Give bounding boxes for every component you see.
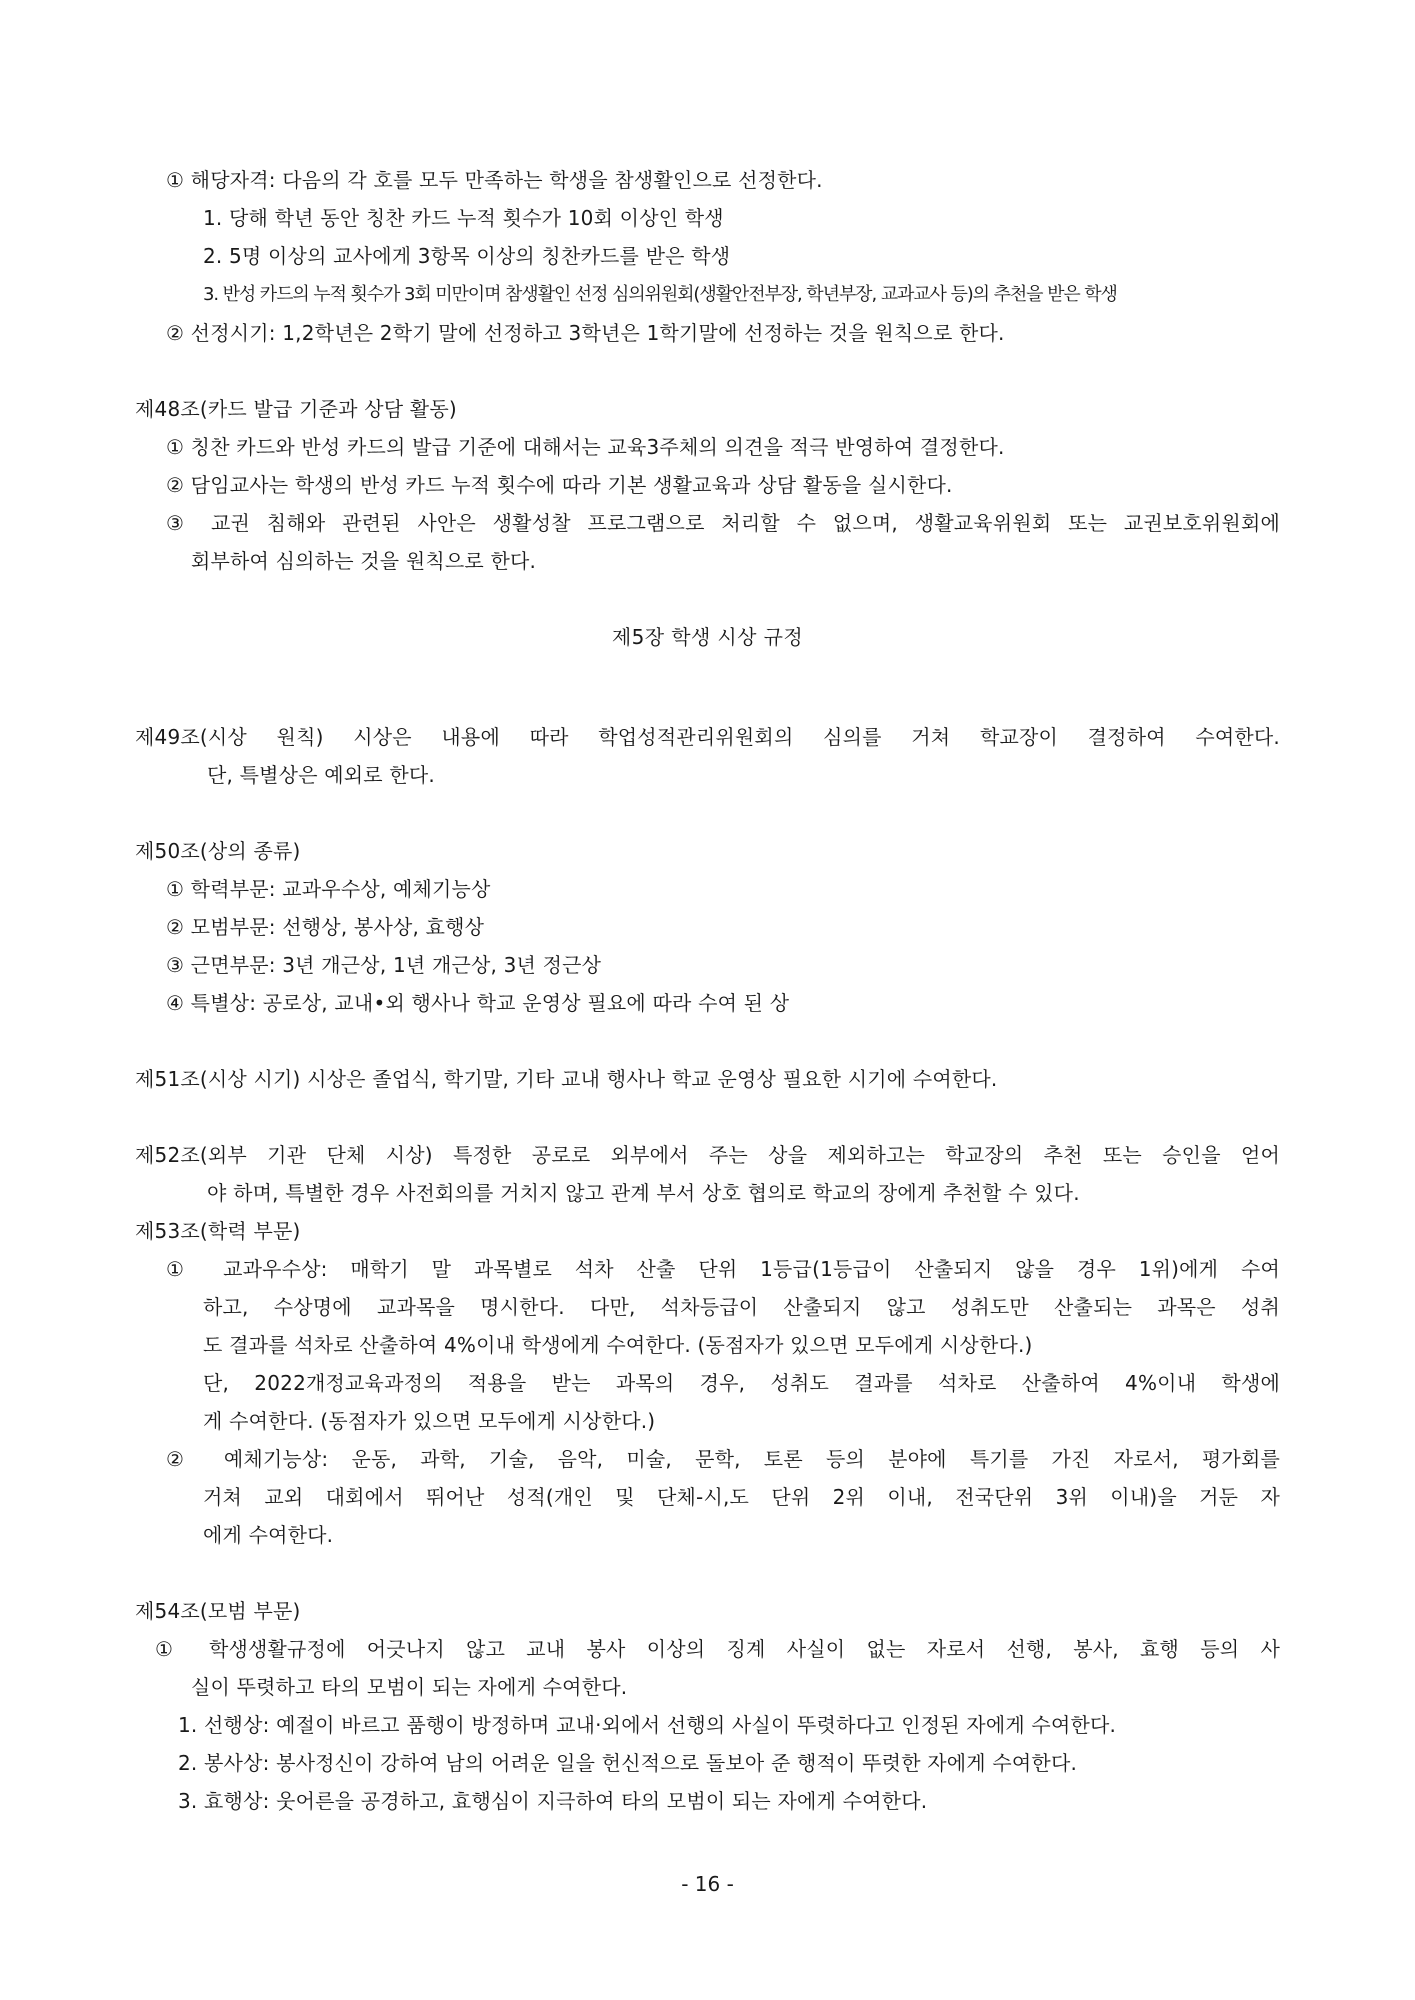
art51-text: 제51조(시상 시기) 시상은 졸업식, 학기말, 기타 교내 행사나 학교 운영상 필요한 시기에 수여한다. (135, 1067, 998, 1091)
art49-text: 제49조(시상 원칙) 시상은 내용에 따라 학업성적관리위원회의 심의를 거쳐 학교장이 결정하여 수여한다. (135, 725, 1280, 749)
page-number: - 16 - (681, 1872, 734, 1896)
art53-item2-cont2: 에게 수여한다. (203, 1523, 334, 1547)
art54-sub1: 1. 선행상: 예절이 바르고 품행이 방정하며 교내·외에서 선행의 사실이 뚜렷하다고 인정된 자에게 수여한다. (178, 1713, 1117, 1737)
chapter-heading: 제5장 학생 시상 규정 (611, 625, 804, 649)
art53-item1-cont4: 게 수여한다. (동점자가 있으면 모두에게 시상한다.) (203, 1409, 656, 1433)
art47-sub3: 3. 반성 카드의 누적 횟수가 3회 미만이며 참생활인 선정 심의위원회(생활안전부장, 학년부장, 교과교사 등)의 추천을 받은 학생 (203, 284, 1117, 305)
art48-item3-cont: 회부하여 심의하는 것을 원칙으로 한다. (191, 549, 537, 573)
art47-item2: ② 선정시기: 1,2학년은 2학기 말에 선정하고 3학년은 1학기말에 선정하는 것을 원칙으로 한다. (166, 321, 1005, 345)
art48-item1: ① 칭찬 카드와 반성 카드의 발급 기준에 대해서는 교육3주체의 의견을 적극 반영하여 결정한다. (166, 435, 1005, 459)
art53-title: 제53조(학력 부문) (135, 1219, 301, 1243)
art54-item1-cont: 실이 뚜렷하고 타의 모범이 되는 자에게 수여한다. (191, 1675, 628, 1699)
art50-item1: ① 학력부문: 교과우수상, 예체기능상 (166, 877, 491, 901)
art53-item1-cont1: 하고, 수상명에 교과목을 명시한다. 다만, 석차등급이 산출되지 않고 성취도만 산출되는 과목은 성취 (203, 1295, 1280, 1319)
art50-title: 제50조(상의 종류) (135, 839, 301, 863)
art54-sub2: 2. 봉사상: 봉사정신이 강하여 남의 어려운 일을 헌신적으로 돌보아 준 행적이 뚜렷한 자에게 수여한다. (178, 1751, 1078, 1775)
art54-item1: ① 학생생활규정에 어긋나지 않고 교내 봉사 이상의 징계 사실이 없는 자로서 선행, 봉사, 효행 등의 사 (155, 1637, 1280, 1661)
art52-text: 제52조(외부 기관 단체 시상) 특정한 공로로 외부에서 주는 상을 제외하고는 학교장의 추천 또는 승인을 얻어 (135, 1143, 1280, 1167)
art53-item2-cont1: 거쳐 교외 대회에서 뛰어난 성적(개인 및 단체-시,도 단위 2위 이내, 전국단위 3위 이내)을 거둔 자 (203, 1485, 1280, 1509)
art50-item3: ③ 근면부문: 3년 개근상, 1년 개근상, 3년 정근상 (166, 953, 602, 977)
art53-item2: ② 예체기능상: 운동, 과학, 기술, 음악, 미술, 문학, 토론 등의 분야에 특기를 가진 자로서, 평가회를 (166, 1447, 1280, 1471)
art50-item4: ④ 특별상: 공로상, 교내•외 행사나 학교 운영상 필요에 따라 수여 된 상 (166, 991, 790, 1015)
art48-item3: ③ 교권 침해와 관련된 사안은 생활성찰 프로그램으로 처리할 수 없으며, 생활교육위원회 또는 교권보호위원회에 (166, 511, 1280, 535)
art50-item2: ② 모범부문: 선행상, 봉사상, 효행상 (166, 915, 485, 939)
art54-sub3: 3. 효행상: 웃어른을 공경하고, 효행심이 지극하여 타의 모범이 되는 자에게 수여한다. (178, 1789, 928, 1813)
art53-item1-cont2: 도 결과를 석차로 산출하여 4%이내 학생에게 수여한다. (동점자가 있으면 모두에게 시상한다.) (203, 1333, 1033, 1357)
art47-sub2: 2. 5명 이상의 교사에게 3항목 이상의 칭찬카드를 받은 학생 (203, 244, 731, 268)
art53-item1-cont3: 단, 2022개정교육과정의 적용을 받는 과목의 경우, 성취도 결과를 석차로 산출하여 4%이내 학생에 (203, 1371, 1280, 1395)
art52-text-cont: 야 하며, 특별한 경우 사전회의를 거치지 않고 관계 부서 상호 협의로 학교의 장에게 추천할 수 있다. (207, 1181, 1080, 1205)
art48-item2: ② 담임교사는 학생의 반성 카드 누적 횟수에 따라 기본 생활교육과 상담 활동을 실시한다. (166, 473, 953, 497)
art53-item1: ① 교과우수상: 매학기 말 과목별로 석차 산출 단위 1등급(1등급이 산출되지 않을 경우 1위)에게 수여 (166, 1257, 1280, 1281)
art47-sub1: 1. 당해 학년 동안 칭찬 카드 누적 횟수가 10회 이상인 학생 (203, 206, 724, 230)
art49-text-cont: 단, 특별상은 예외로 한다. (207, 763, 435, 787)
art48-title: 제48조(카드 발급 기준과 상담 활동) (135, 397, 457, 421)
art54-title: 제54조(모범 부문) (135, 1599, 301, 1623)
art47-item1: ① 해당자격: 다음의 각 호를 모두 만족하는 학생을 참생활인으로 선정한다. (166, 168, 823, 192)
